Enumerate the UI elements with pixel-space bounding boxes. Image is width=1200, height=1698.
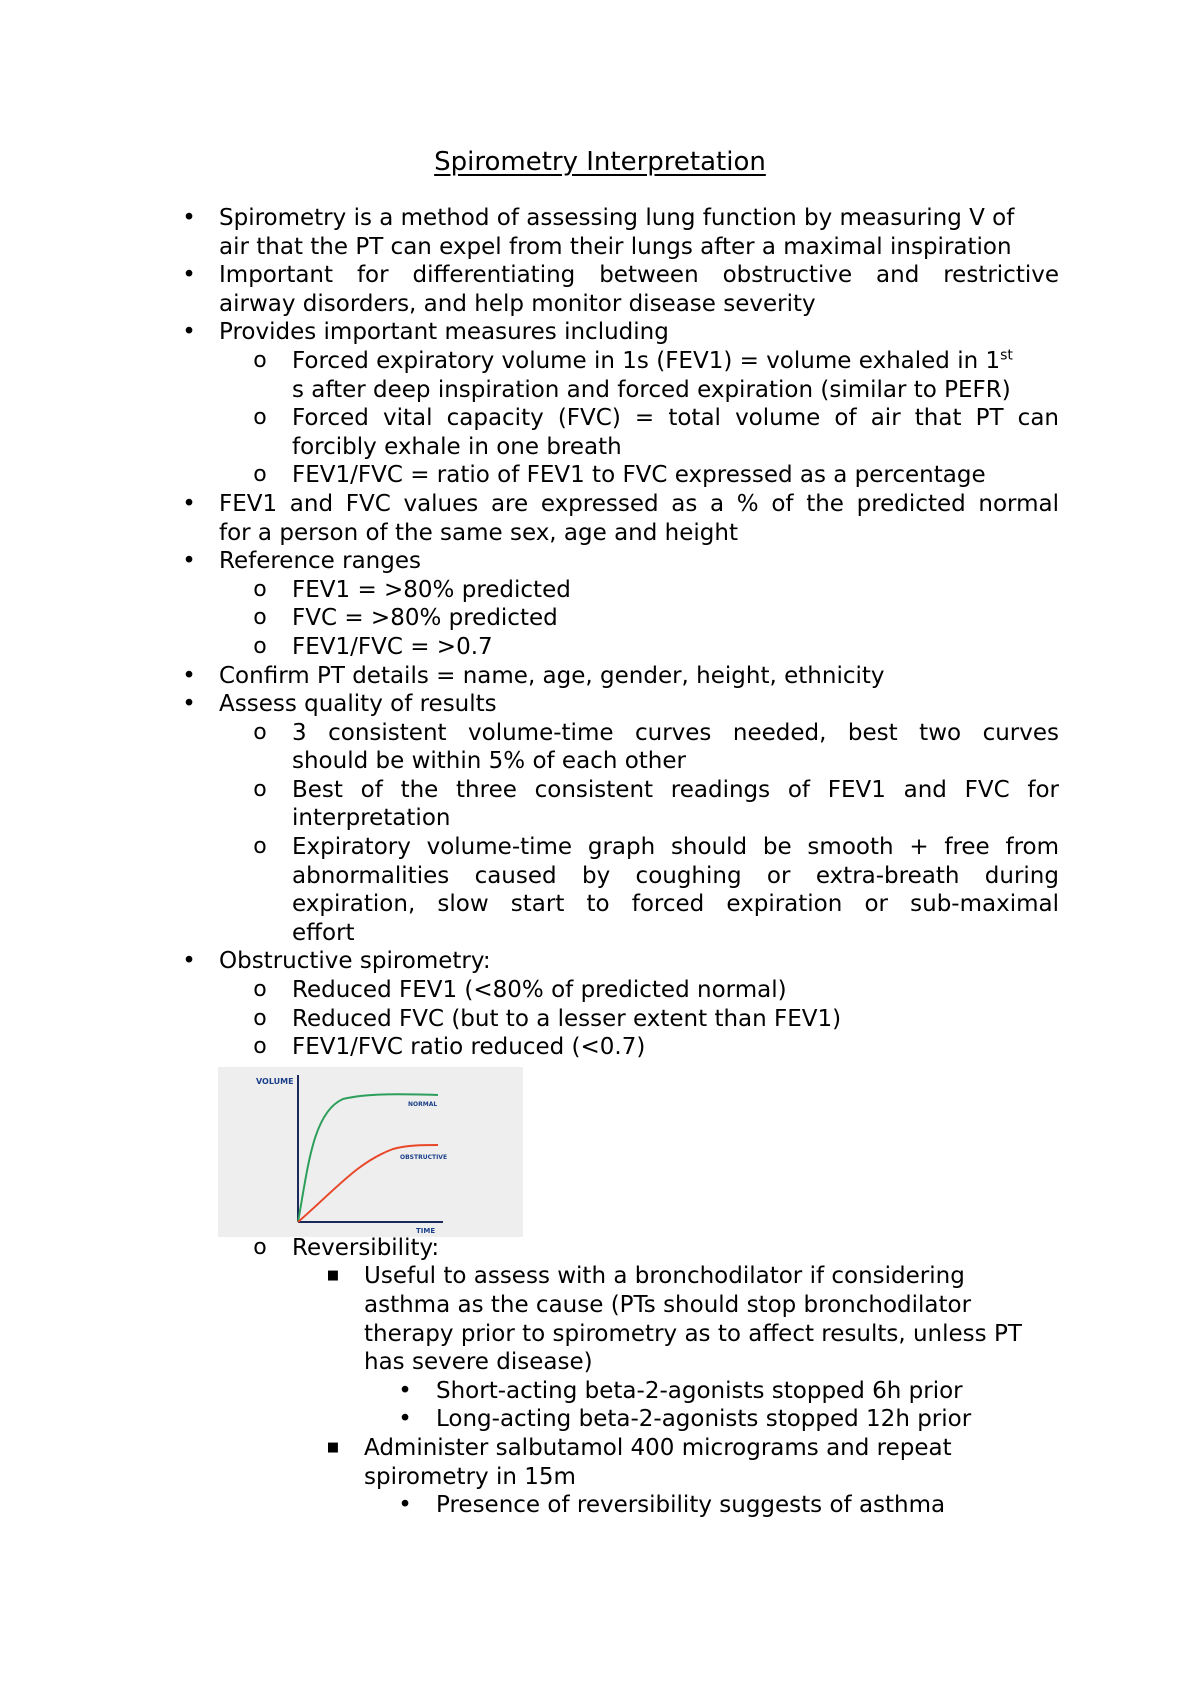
list-item-text: Confirm PT details = name, age, gender, height, ethnicity <box>219 662 885 689</box>
list-item-text: Obstructive spirometry: <box>219 948 491 975</box>
bullet-marker: • <box>398 1492 412 1519</box>
list-item-text: Forced vital capacity (FVC) = total volume of air that PT can <box>292 405 1059 432</box>
bullet-marker: • <box>182 262 196 289</box>
list-item-text: Forced expiratory volume in 1s (FEV1) = volume exhaled in 1st <box>292 347 1013 374</box>
list-item-text: Best of the three consistent readings of FEV1 and FVC for <box>292 776 1059 803</box>
list-item-text: should be within 5% of each other <box>292 748 686 775</box>
obstructive-curve-label: OBSTRUCTIVE <box>400 1153 448 1161</box>
list-item-text: Reduced FEV1 (<80% of predicted normal) <box>292 977 787 1004</box>
list-item <box>0 261 1200 290</box>
list-item <box>0 490 1200 519</box>
volume-time-svg <box>218 1067 523 1237</box>
bullet-marker: • <box>182 548 196 575</box>
list-item-text: abnormalities caused by coughing or extra-breath during <box>292 862 1059 889</box>
sub-list-item <box>0 347 1200 376</box>
bullet-marker: ■ <box>326 1439 340 1455</box>
list-item <box>0 947 1200 976</box>
bullet-marker: o <box>253 633 267 659</box>
list-item-text: FEV1/FVC ratio reduced (<0.7) <box>292 1034 646 1061</box>
bullet-marker: ■ <box>326 1268 340 1284</box>
list-item <box>0 690 1200 719</box>
list-item-text: interpretation <box>292 805 451 832</box>
sub-list-item <box>0 604 1200 633</box>
list-item-text: Long-acting beta-2-agonists stopped 12h prior <box>436 1406 972 1433</box>
list-item <box>0 204 1200 233</box>
list-item-text: effort <box>292 919 355 946</box>
bullet-marker: o <box>253 462 267 488</box>
list-item-text: FEV1/FVC = ratio of FEV1 to FVC expressed as a percentage <box>292 462 986 489</box>
bullet-marker: • <box>182 662 196 689</box>
sub-list-item <box>0 719 1200 748</box>
bullet-marker: • <box>182 490 196 517</box>
list-item-text: Short-acting beta-2-agonists stopped 6h prior <box>436 1377 963 1404</box>
sub-list-item <box>0 404 1200 433</box>
bullet-marker: • <box>182 691 196 718</box>
list-item-text: air that the PT can expel from their lungs after a maximal inspiration <box>219 233 1012 260</box>
list-item-text: FEV1 = >80% predicted <box>292 576 571 603</box>
list-item-text: Reduced FVC (but to a lesser extent than FEV1) <box>292 1005 842 1032</box>
list-item <box>0 318 1200 347</box>
list-item-text: Assess quality of results <box>219 691 497 718</box>
bullet-marker: o <box>253 605 267 631</box>
list-item-text: FEV1 and FVC values are expressed as a % of the predicted normal <box>219 490 1059 517</box>
sub-list-item <box>0 833 1200 862</box>
list-item-text: expiration, slow start to forced expiration or sub-maximal <box>292 891 1059 918</box>
y-axis-label: VOLUME <box>256 1076 294 1086</box>
list-item-text: forcibly exhale in one breath <box>292 433 622 460</box>
list-item-text: has severe disease) <box>364 1349 593 1376</box>
list-item-text: s after deep inspiration and forced expiration (similar to PEFR) <box>292 376 1011 403</box>
list-item <box>0 662 1200 691</box>
list-item-text: for a person of the same sex, age and height <box>219 519 738 546</box>
bullet-marker: o <box>253 405 267 431</box>
list-item <box>0 547 1200 576</box>
sub-list-item <box>0 1234 1200 1263</box>
bullet-marker: • <box>398 1377 412 1404</box>
list-item-text: FVC = >80% predicted <box>292 605 558 632</box>
level4-list-item <box>0 1405 1200 1434</box>
list-item-text: Administer salbutamol 400 micrograms and repeat <box>364 1434 952 1461</box>
list-item-text: Reversibility: <box>292 1234 440 1261</box>
list-item-text: Presence of reversibility suggests of asthma <box>436 1492 946 1519</box>
list-item-text: Reference ranges <box>219 548 421 575</box>
sub-list-item <box>0 1033 1200 1062</box>
bullet-marker: o <box>253 977 267 1003</box>
sub-sub-list-item <box>0 1434 1200 1463</box>
bullet-marker: • <box>182 948 196 975</box>
list-item-text: therapy prior to spirometry as to affect results, unless PT <box>364 1320 1022 1347</box>
bullet-marker: o <box>253 347 267 373</box>
list-item-text: Useful to assess with a bronchodilator if considering <box>364 1263 965 1290</box>
sub-list-item <box>0 1005 1200 1034</box>
bullet-marker: • <box>182 319 196 346</box>
bullet-marker: • <box>182 205 196 231</box>
normal-curve-label: NORMAL <box>408 1100 438 1108</box>
sub-list-item <box>0 461 1200 490</box>
level4-list-item <box>0 1377 1200 1406</box>
list-item-text: Expiratory volume-time graph should be smooth + free from <box>292 834 1059 861</box>
bullet-marker: o <box>253 1005 267 1031</box>
volume-time-graph <box>218 1067 523 1237</box>
bullet-marker: o <box>253 776 267 802</box>
sub-list-item <box>0 976 1200 1005</box>
list-item-text: FEV1/FVC = >0.7 <box>292 633 493 660</box>
page-title: Spirometry Interpretation <box>434 147 766 177</box>
sub-sub-list-item <box>0 1262 1200 1291</box>
bullet-marker: o <box>253 1034 267 1060</box>
document-body <box>0 204 1200 1520</box>
list-item-text: spirometry in 15m <box>364 1463 576 1490</box>
bullet-marker: o <box>253 1234 267 1260</box>
list-item-text: airway disorders, and help monitor disease severity <box>219 290 816 317</box>
bullet-marker: • <box>398 1406 412 1433</box>
list-item-text: Important for differentiating between obstructive and restrictive <box>219 262 1059 289</box>
sub-list-item <box>0 633 1200 662</box>
level4-list-item <box>0 1491 1200 1520</box>
bullet-marker: o <box>253 719 267 745</box>
list-item-text: Provides important measures including <box>219 319 669 346</box>
list-item-text: 3 consistent volume-time curves needed, best two curves <box>292 719 1059 746</box>
bullet-marker: o <box>253 834 267 860</box>
list-item-text: Spirometry is a method of assessing lung function by measuring V of <box>219 205 1015 231</box>
sub-list-item <box>0 776 1200 805</box>
sub-list-item <box>0 576 1200 605</box>
figure-container <box>0 1062 1200 1234</box>
list-item-text: asthma as the cause (PTs should stop bronchodilator <box>364 1292 972 1318</box>
x-axis-label: TIME <box>416 1226 436 1235</box>
bullet-marker: o <box>253 576 267 602</box>
